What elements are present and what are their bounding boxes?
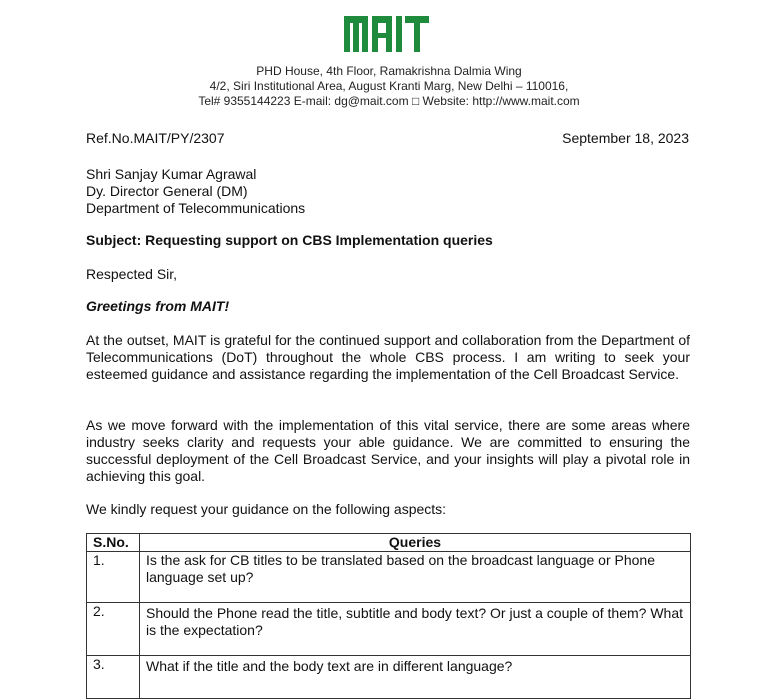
table-row — [87, 656, 691, 699]
letter-date: September 18, 2023 — [562, 130, 689, 146]
letterhead-address — [0, 64, 778, 109]
address-line-2: 4/2, Siri Institutional Area, August Kranti Marg, New Delhi – 110016, — [209, 79, 569, 93]
paragraph-2: As we move forward with the implementation of this vital service, there are some areas where industry seeks clarity and requests your able guidance. We are committed to ensuring the successful deployment of the Cell Broadcast Service, and your insights will play a pivotal role in achieving this goal. — [86, 417, 690, 484]
paragraph-3: We kindly request your guidance on the following aspects: — [86, 501, 447, 517]
recipient-block — [86, 166, 305, 217]
recipient-department: Department of Telecommunications — [86, 200, 306, 216]
table-row — [87, 552, 691, 603]
mait-logo — [342, 12, 434, 54]
row-query: Should the Phone read the title, subtitle and body text? Or just a couple of them? What is the expectation? — [140, 603, 691, 656]
salutation: Respected Sir, — [86, 266, 178, 282]
row-number: 2. — [87, 603, 140, 656]
contact-line: Tel# 9355144223 E-mail: dg@mait.com □ Website: http://www.mait.com — [198, 94, 580, 108]
row-query: Is the ask for CB titles to be translated based on the broadcast language or Phone language set up? — [140, 552, 691, 603]
greeting: Greetings from MAIT! — [86, 298, 230, 314]
recipient-name: Shri Sanjay Kumar Agrawal — [86, 166, 257, 182]
paragraph-1: At the outset, MAIT is grateful for the continued support and collaboration from the Department of Telecommunications (DoT) throughout the whole CBS process. I am writing to seek your esteemed guidance and assistance regarding the implementation of the Cell Broadcast Service. — [86, 332, 690, 382]
queries-table — [86, 533, 691, 699]
table-header-row — [87, 534, 691, 552]
header-sno: S.No. — [87, 534, 140, 552]
row-number: 3. — [87, 656, 140, 699]
row-number: 1. — [87, 552, 140, 603]
row-query: What if the title and the body text are in different language? — [140, 656, 691, 699]
subject-line: Subject: Requesting support on CBS Implementation queries — [86, 232, 493, 248]
header-queries: Queries — [140, 534, 691, 552]
recipient-designation: Dy. Director General (DM) — [86, 183, 248, 199]
mait-logo-graphic — [342, 12, 434, 54]
table-row — [87, 603, 691, 656]
address-line-1: PHD House, 4th Floor, Ramakrishna Dalmia Wing — [256, 64, 522, 78]
reference-number: Ref.No.MAIT/PY/2307 — [86, 130, 225, 146]
